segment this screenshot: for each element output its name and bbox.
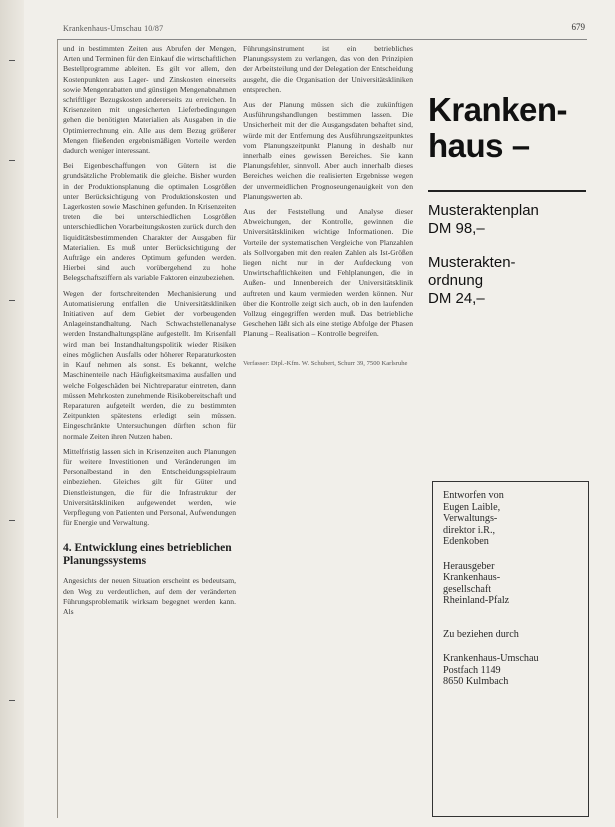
address-block — [443, 653, 578, 688]
box-line: direktor i.R., — [443, 524, 496, 536]
box-line: Krankenhaus-Umschau — [443, 653, 539, 664]
paragraph: Mittelfristig lassen sich in Krisenzeiten auch Planungen für weitere Investitionen und Veränderungen im Personalbestand in den Entscheidungsspielraum einbeziehen. Gleiches gilt für Güter und Dienstleistungen, die für die Infrastruktur der Universitätskliniken aufgewendet werden, wie Verpflegung von Patienten und Personal, Aufwendungen für Energie und Verwaltung. — [63, 446, 236, 528]
box-line: Zu beziehen durch — [443, 628, 519, 640]
paragraph: Wegen der fortschreitenden Mechanisierung und Automatisierung entfallen die Universitätskliniken Initiativen auf dem Gebiet der vorbeugenden Anlageinstandhaltung. Nach Schwachstellenanalyse werden Instandhaltungspläne aufgestellt. Im Krisenfall wird man bei Instandhaltungspolitik wieder Risiken eines möglichen Ausfalls oder höherer Reparaturkosten in Kauf nehmen als sonst. Es bekannt, welche Maschinenteile nach Häufigkeitsmaxima ausfallen und welche Folgeschäden bei Nichtreparatur eintreten, dann müssen Mehrkosten zunehmende Risikobereitschaft und Reparaturen aufgeteilt werden, die zu bestimmten Zeitpunkten spätestens erledigt sein müssen. Eingeschränkte Untersuchungen dürften schon für normale Zeiten ihren Nutzen haben. — [63, 288, 236, 441]
box-line: Verwaltungs- — [443, 513, 498, 524]
box-line: Rheinland-Pfalz — [443, 595, 510, 606]
gutter-mark — [9, 700, 15, 701]
binding-edge — [0, 0, 24, 827]
ad-item-price: DM 24,– — [428, 290, 485, 307]
ad-item-aktenplan — [428, 202, 586, 238]
gutter-mark — [9, 520, 15, 521]
box-line: Edenkoben — [443, 536, 489, 547]
box-line: Postfach 1149 — [443, 664, 501, 676]
running-head: Krankenhaus-Umschau 10/87 — [63, 24, 164, 33]
ad-item-line: Musteraktenplan — [428, 202, 539, 219]
gutter-mark — [9, 160, 15, 161]
paragraph: Aus der Feststellung und Analyse dieser Abweichungen, der Kontrolle, gewinnen die Universitätskliniken wichtige Informationen. Die Vorteile der systematischen Vergleiche von Planzahlen als Sollvorgaben mit den realen Zahlen als Ist-Größen liegen nicht nur in der Aufdeckung von Unwirtschaftlichkeiten und Fehlplanungen, die in Außen- und Innenbereich der Universitätsklinik auftreten und kaum vermieden werden können. Nur über die Kontrolle zeigt sich auch, ob in den laufenden Vollzug eingegriffen werden muß. Das betriebliche Geschehen läßt sich als eine stetige Abfolge der Phasen Planung – Realisation – Kontrolle begreifen. — [243, 207, 413, 339]
section-heading: 4. Entwicklung eines betrieblichen Planungssystems — [63, 542, 232, 568]
paragraph: Angesichts der neuen Situation erscheint es bedeutsam, den Weg zu verdeutlichen, auf dem der veränderten Führungsproblematik wirksam begegnet werden kann. Als — [63, 576, 236, 616]
box-line: Krankenhaus- — [443, 572, 501, 583]
box-line: Herausgeber — [443, 560, 495, 572]
box-line: Entworfen von — [443, 490, 504, 501]
paragraph: Führungsinstrument ist ein betriebliches Planungssystem zu verlangen, das von den Prinzipien der Arbeitsteilung und der Delegation der Entscheidung ausgeht, die die Organisation der Universitätskliniken entsprechen. — [243, 44, 413, 94]
paragraph: und in bestimmten Zeiten aus Abrufen der Mengen, Arten und Terminen für den Einkauf die wirtschaftlichen Bestellprogramme ableiten. Es gilt vor allem, den Kostenpunkten aus Lager- und Zinskosten einerseits sowie Mengenrabatten und günstigen Mengenabnahmen schriftliger Bezugskosten andererseits zu erreichen. In Krisenzeiten mit ungesicherten Lieferbedingungen gehen die benötigten Materialien als Ausgaben in die Optimierrechnung ein. Alle aus dem Bezug größerer Mengen fließenden ergebnismäßigen Vorteile werden dadurch weniger interessant. — [63, 44, 236, 156]
text-column-left — [63, 44, 236, 622]
ad-item-aktenordnung — [428, 254, 586, 308]
gutter-mark — [9, 60, 15, 61]
page-number: 679 — [571, 22, 585, 32]
ad-item-line: ordnung — [428, 272, 484, 289]
box-line: gesellschaft — [443, 583, 492, 595]
ad-title-line: Kranken- — [428, 91, 568, 128]
header-rule — [57, 39, 587, 40]
ad-item-price: DM 98,– — [428, 220, 485, 237]
paragraph: Bei Eigenbeschaffungen von Gütern ist die grundsätzliche Problematik die gleiche. Bisher wurden in der Produktionsplanung die optimalen Losgrößen unter Berücksichtigung von Produktionskosten und Lagerkosten sowie Maschinen gefunden. In Krisenzeiten treten die bei unterschiedlichen Losgrößen unterschiedlichen Vorarbeitungskosten zurück durch den liquiditätsbestimmenden Charakter der Ausgaben für Materialien. Es muß unter Berücksichtigung der Aufträge ein anderes Optimum gefunden werden. Hierbei sind auch vorübergehend zu hohe Belegschaftsziffern als variable Faktoren einzubeziehen. — [63, 161, 236, 283]
publisher-block — [443, 561, 578, 607]
paragraph: Aus der Planung müssen sich die zukünftigen Ausführungshandlungen bestimmen lassen. Die Unsicherheit mit der die Ausgangsdaten behaftet sind, würde mit der Entfernung des Ausführungszeitpunktes vom Planungszeitpunkt Planung in deshalb nur innerhalb eines gewissen Bereiches. Sie kann Planungsfehler, sinnvoll. Aber auch innerhalb dieses Bereiches weichen die realisierten Ergebnisse wegen der unvermeidlichen Prognoseungenauigkeit von den Planungswerten ab. — [243, 100, 413, 201]
order-label — [443, 629, 578, 641]
ad-item-line: Musterakten- — [428, 254, 516, 271]
author-footnote: Verfasser: Dipl.-Kfm. W. Schubert, Schurr 39, 7500 Karlsruhe — [243, 359, 408, 367]
ad-divider — [428, 190, 586, 192]
ad-info-box — [432, 481, 589, 817]
margin-rule — [57, 40, 58, 818]
text-column-middle — [243, 44, 413, 368]
author-block — [443, 490, 578, 548]
ad-title — [428, 92, 586, 164]
ad-title-line: haus – — [428, 127, 530, 164]
box-line: 8650 Kulmbach — [443, 676, 509, 687]
gutter-mark — [9, 300, 15, 301]
box-line: Eugen Laible, — [443, 501, 501, 513]
